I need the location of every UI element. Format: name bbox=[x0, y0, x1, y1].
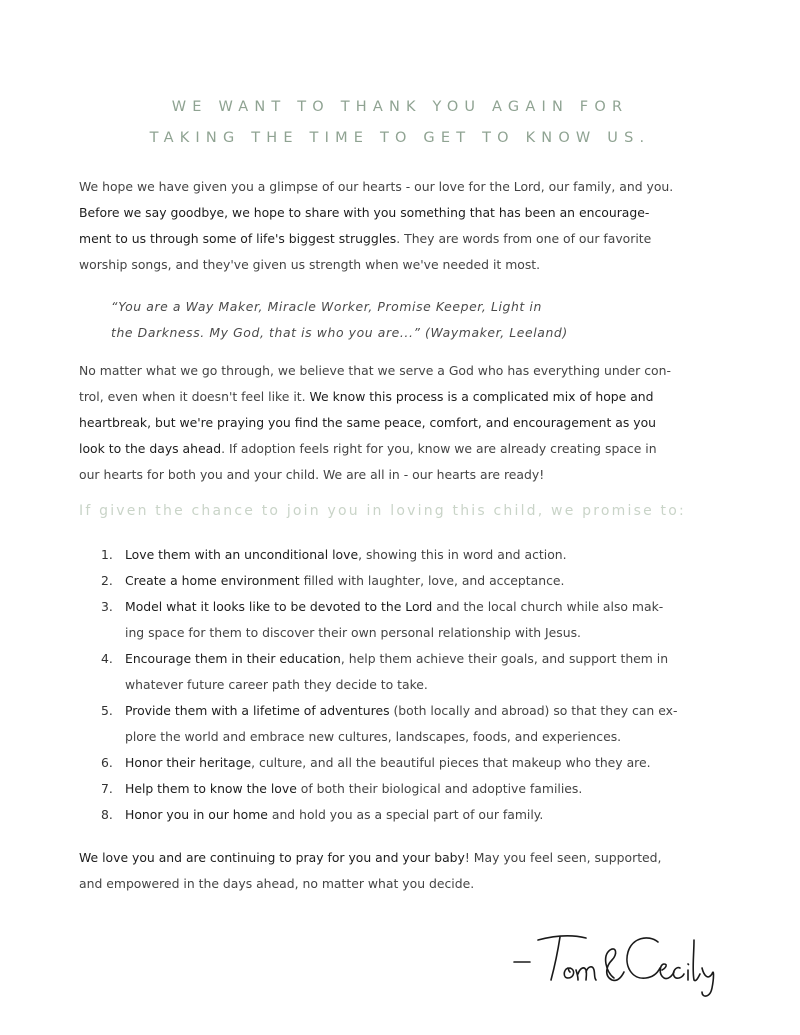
quote-line-1: “You are a Way Maker, Miracle Worker, Promise Keeper, Light in bbox=[111, 299, 542, 314]
faith-line-1: No matter what we go through, we believe that we serve a God who has everything under con- bbox=[79, 363, 671, 378]
closing-line-2: and empowered in the days ahead, no matter what you decide. bbox=[79, 876, 475, 891]
list-item: 6. Honor their heritage, culture, and all the beautiful pieces that makeup who they are. bbox=[101, 755, 651, 770]
list-item: 8. Honor you in our home and hold you as a special part of our family. bbox=[101, 807, 544, 822]
faith-paragraph bbox=[79, 358, 724, 488]
promise-heading: If given the chance to join you in loving this child, we promise to: bbox=[79, 503, 686, 519]
faith-line-2: trol, even when it doesn't feel like it. We know this process is a complicated mix of hope and bbox=[79, 389, 654, 404]
faith-line-4: look to the days ahead. If adoption feels right for you, know we are already creating space in bbox=[79, 441, 657, 456]
quote-line-2: the Darkness. My God, that is who you are...” (Waymaker, Leeland) bbox=[111, 325, 568, 340]
intro-line-4: worship songs, and they've given us strength when we've needed it most. bbox=[79, 257, 541, 272]
closing-line-1: We love you and are continuing to pray for you and your baby! May you feel seen, supported, bbox=[79, 850, 662, 865]
intro-line-1: We hope we have given you a glimpse of our hearts - our love for the Lord, our family, and you. bbox=[79, 179, 674, 194]
list-item: 1. Love them with an unconditional love, showing this in word and action. bbox=[101, 547, 567, 562]
title-line-1: WE WANT TO THANK YOU AGAIN FOR bbox=[171, 99, 629, 115]
signature-text: - Tom&Cecily bbox=[508, 920, 515, 921]
signature bbox=[508, 920, 718, 1000]
list-item: 7. Help them to know the love of both their biological and adoptive families. bbox=[101, 781, 583, 796]
song-quote bbox=[111, 294, 711, 346]
list-item: 2. Create a home environment filled with laughter, love, and acceptance. bbox=[101, 573, 565, 588]
list-item: 3. Model what it looks like to be devoted to the Lord and the local church while also mak- ing space for them to discover their own personal relationship with Jesus. bbox=[101, 599, 664, 640]
faith-line-3: heartbreak, but we're praying you find the same peace, comfort, and encouragement as you bbox=[79, 415, 657, 430]
promise-list bbox=[101, 542, 731, 828]
title-line-2: TAKING THE TIME TO GET TO KNOW US. bbox=[149, 130, 651, 146]
closing-paragraph bbox=[79, 845, 724, 897]
list-item: 5. Provide them with a lifetime of adventures (both locally and abroad) so that they can ex- plore the world and embrace new cultures, landscapes, foods, and experiences. bbox=[101, 703, 678, 744]
intro-line-3: ment to us through some of life's biggest struggles. They are words from one of our favorite bbox=[79, 231, 652, 246]
faith-line-5: our hearts for both you and your child. We are all in - our hearts are ready! bbox=[79, 467, 545, 482]
page-title bbox=[0, 92, 800, 154]
intro-line-2: Before we say goodbye, we hope to share with you something that has been an encourage- bbox=[79, 205, 650, 220]
list-item: 4. Encourage them in their education, help them achieve their goals, and support them in whatever future career path they decide to take. bbox=[101, 651, 669, 692]
intro-paragraph bbox=[79, 174, 724, 278]
